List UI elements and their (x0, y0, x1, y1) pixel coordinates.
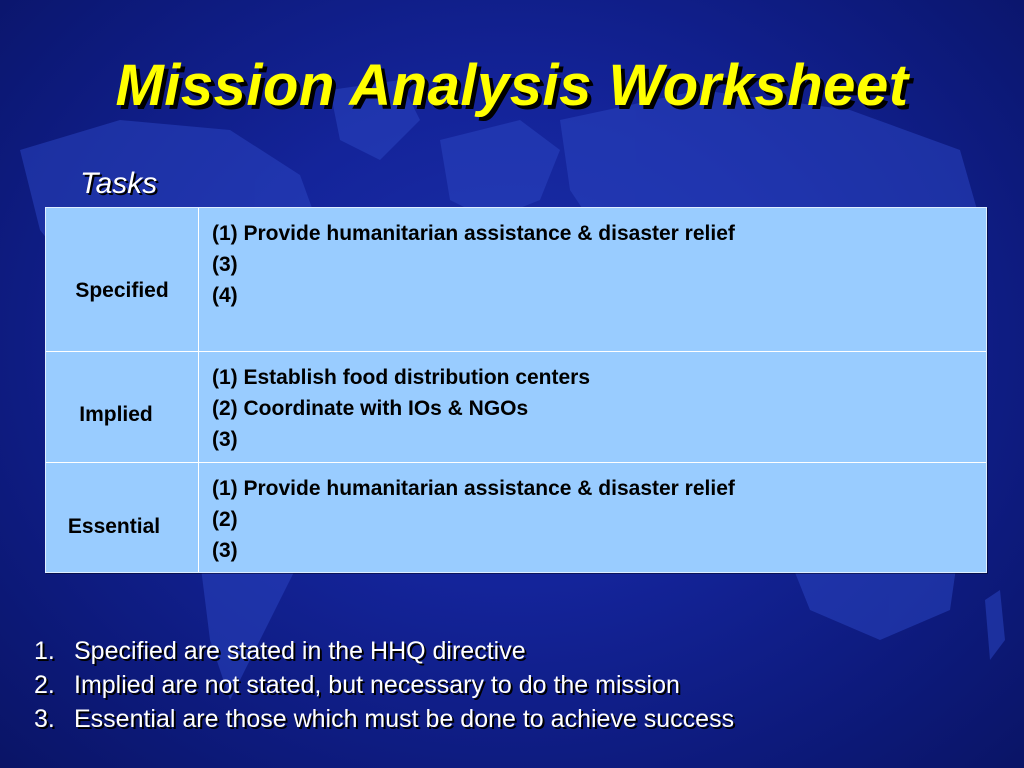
row-category: Essential (67, 515, 161, 538)
task-line: (3) (212, 253, 238, 276)
slide-title: Mission Analysis Worksheet (115, 53, 909, 118)
task-line: (4) (212, 284, 238, 307)
task-line: (3) (212, 428, 238, 451)
task-line: (1) Establish food distribution centers (212, 366, 591, 389)
table-row-essential (46, 462, 986, 573)
item-number: 2. (34, 671, 55, 699)
new-zealand-shape (985, 590, 1005, 660)
task-line: (3) (212, 539, 238, 562)
europe-shape (440, 120, 560, 220)
task-list (212, 362, 590, 455)
task-line: (2) Coordinate with IOs & NGOs (212, 397, 529, 420)
task-line: (1) Provide humanitarian assistance & disaster relief (212, 477, 735, 500)
task-list (212, 473, 735, 566)
task-line: (2) (212, 508, 238, 531)
item-text: Implied are not stated, but necessary to do the mission (74, 671, 680, 699)
task-line: (1) Provide humanitarian assistance & disaster relief (212, 222, 735, 245)
item-text: Specified are stated in the HHQ directive (74, 637, 526, 665)
task-list (212, 218, 735, 311)
list-item (34, 634, 734, 668)
table-row-specified (46, 208, 986, 351)
row-category: Specified (75, 279, 169, 302)
list-item (34, 702, 734, 736)
item-text: Essential are those which must be done to achieve success (74, 705, 735, 733)
tasks-table (45, 207, 987, 573)
list-item (34, 668, 734, 702)
table-row-implied (46, 351, 986, 463)
item-number: 3. (34, 705, 55, 733)
tasks-label: Tasks (80, 167, 158, 200)
row-category: Implied (79, 403, 153, 426)
item-number: 1. (34, 637, 55, 665)
definitions-list (34, 634, 734, 736)
